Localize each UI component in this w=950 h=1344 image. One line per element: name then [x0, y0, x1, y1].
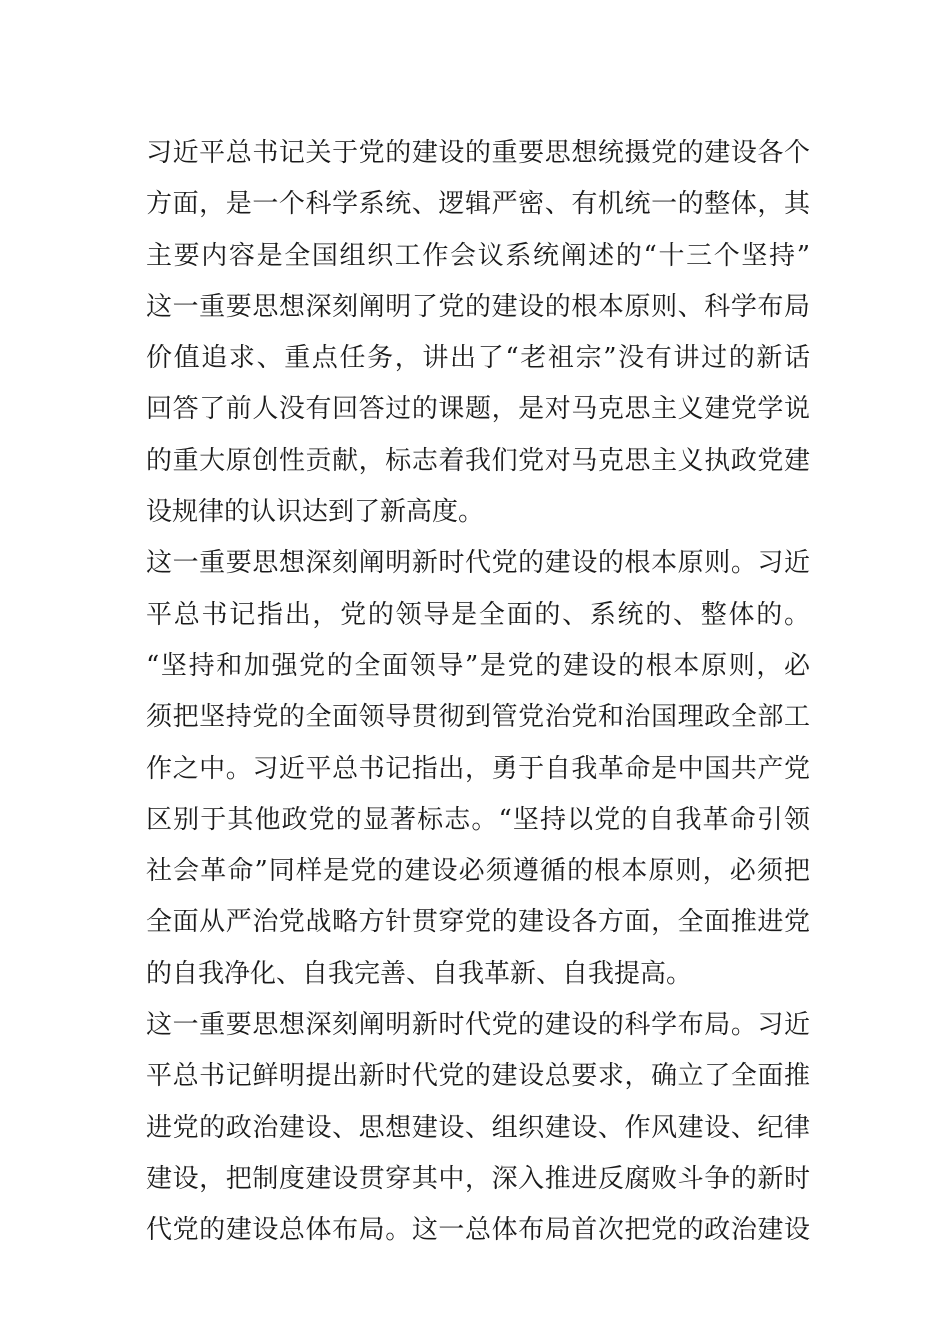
text-line: 习近平总书记关于党的建设的重要思想统摄党的建设各个	[146, 138, 810, 168]
text-line: 这一重要思想深刻阐明了党的建设的根本原则、科学布局	[146, 291, 810, 322]
text-line: 建设，把制度建设贯穿其中，深入推进反腐败斗争的新时	[146, 1163, 810, 1194]
text-line: 设规律的认识达到了新高度。	[146, 497, 485, 528]
text-line: 须把坚持党的全面领导贯彻到管党治党和治国理政全部工	[146, 702, 810, 733]
text-line: 全面从严治党战略方针贯穿党的建设各方面，全面推进党	[146, 907, 810, 938]
text-line: 代党的建设总体布局。这一总体布局首次把党的政治建设	[146, 1215, 810, 1246]
text-line: 这一重要思想深刻阐明新时代党的建设的科学布局。习近	[146, 1010, 810, 1041]
text-line: 作之中。习近平总书记指出，勇于自我革命是中国共产党	[146, 753, 810, 784]
text-line: 这一重要思想深刻阐明新时代党的建设的根本原则。习近	[146, 548, 810, 579]
text-line: 平总书记鲜明提出新时代党的建设总要求，确立了全面推	[146, 1061, 810, 1092]
text-line: 主要内容是全国组织工作会议系统阐述的“十三个坚持”	[146, 240, 810, 271]
text-line: 价值追求、重点任务，讲出了“老祖宗”没有讲过的新话	[146, 343, 810, 374]
text-line: 方面，是一个科学系统、逻辑严密、有机统一的整体，其	[146, 189, 810, 220]
text-line: 的自我净化、自我完善、自我革新、自我提高。	[146, 958, 693, 989]
text-line: “坚持和加强党的全面领导”是党的建设的根本原则，必	[146, 650, 810, 681]
text-line: 社会革命”同样是党的建设必须遵循的根本原则，必须把	[146, 856, 810, 887]
text-line: 回答了前人没有回答过的课题，是对马克思主义建党学说	[146, 394, 810, 425]
text-line: 平总书记指出，党的领导是全面的、系统的、整体的。	[146, 599, 810, 630]
body-text	[146, 128, 810, 1257]
text-line: 的重大原创性贡献，标志着我们党对马克思主义执政党建	[146, 445, 810, 476]
text-line: 区别于其他政党的显著标志。“坚持以党的自我革命引领	[146, 804, 810, 835]
text-line: 进党的政治建设、思想建设、组织建设、作风建设、纪律	[146, 1112, 810, 1143]
